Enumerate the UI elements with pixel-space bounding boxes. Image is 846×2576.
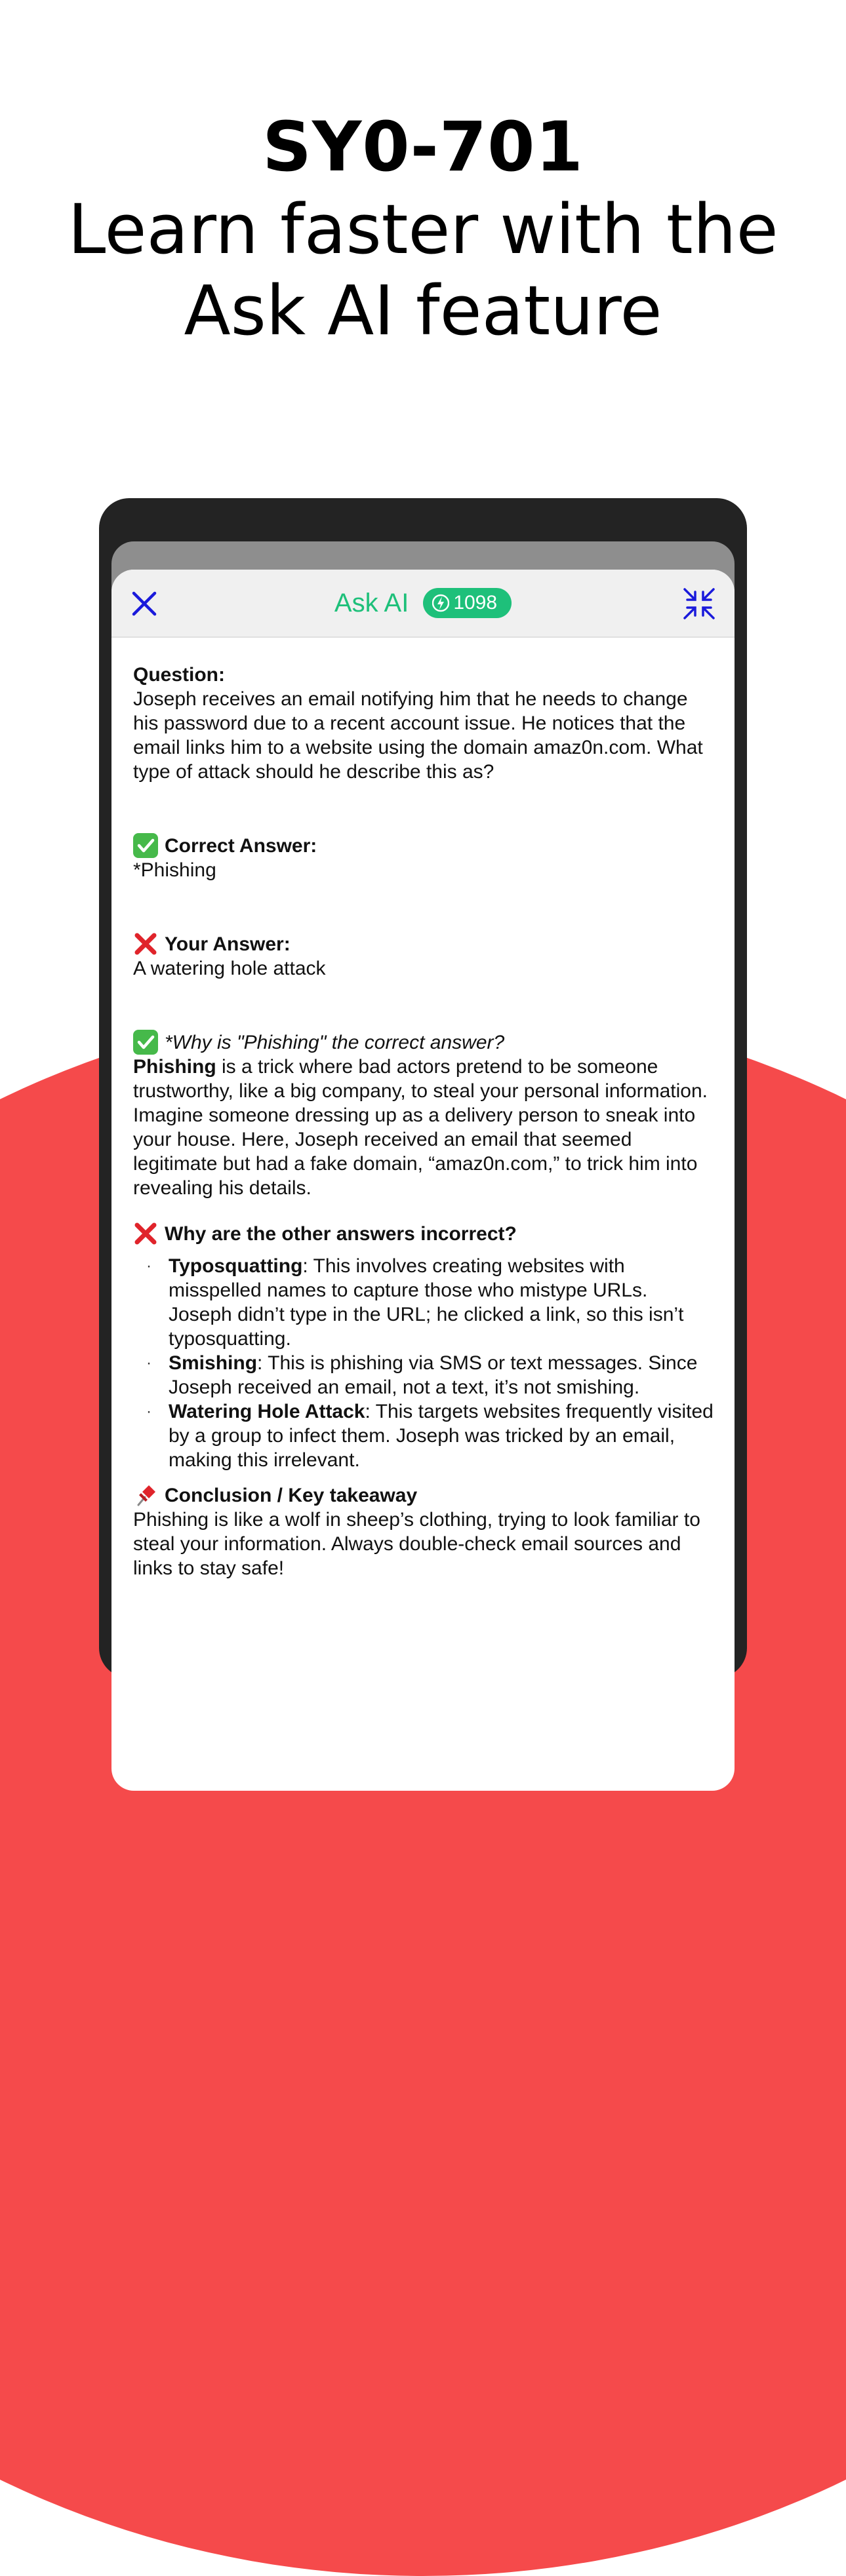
reason-text: : This targets websites frequently visited by a group to infect them. Joseph was tricked by an email, making this irrelevant. [169, 1401, 714, 1471]
check-mark-icon [133, 833, 158, 858]
list-item [146, 1399, 714, 1472]
check-mark-icon [133, 1030, 158, 1055]
reason-term: Typosquatting [169, 1255, 303, 1277]
incorrect-answers-section [133, 1221, 714, 1472]
reason-text: : This is phishing via SMS or text messages. Since Joseph received an email, not a text, it’s not smishing. [169, 1352, 698, 1398]
your-answer-value: A watering hole attack [133, 958, 326, 979]
question-label: Question: [133, 664, 225, 686]
credits-count: 1098 [453, 592, 498, 614]
pushpin-icon [133, 1483, 158, 1508]
conclusion-section [133, 1483, 714, 1580]
incorrect-answers-label: Why are the other answers incorrect? [165, 1222, 517, 1245]
header-title-group [111, 570, 735, 636]
conclusion-text: Phishing is like a wolf in sheep’s clothing, trying to look familiar to steal your information. Always double-check email sources and links to stay safe! [133, 1509, 700, 1579]
reason-text: : This involves creating websites with misspelled names to capture those who mistype URLs. Joseph didn’t type in the URL; he clicked a link, so this isn’t typosquatting. [169, 1255, 684, 1350]
list-item [146, 1351, 714, 1399]
ask-ai-sheet [111, 570, 735, 1791]
sheet-title: Ask AI [334, 588, 409, 617]
your-answer-label: Your Answer: [165, 933, 291, 955]
cross-mark-icon [133, 1221, 158, 1246]
hero-subtitle-line-1: Learn faster with the [68, 189, 778, 269]
explanation-term: Phishing [133, 1056, 216, 1078]
reason-term: Smishing [169, 1352, 258, 1374]
hero-subtitle-line-2: Ask AI feature [184, 271, 662, 351]
collapse-icon [682, 587, 716, 621]
hero-heading [0, 105, 846, 351]
explanation-section [133, 1030, 714, 1200]
explanation-text: is a trick where bad actors pretend to be someone trustworthy, like a big company, to steal your personal information. Imagine someone dressing up as a delivery person to sneak into your house. Here, Joseph received an email that seemed legitimate but had a fake domain, “amaz0n.com,” to trick him into revealing his details. [133, 1056, 708, 1199]
explanation-heading: *Why is "Phishing" the correct answer? [165, 1031, 505, 1053]
question-text: Joseph receives an email notifying him that he needs to change his password due to a recent account issue. He notices that the email links him to a website using the domain amaz0n.com. What type of attack should he describe this as? [133, 688, 703, 783]
cross-mark-icon [133, 931, 158, 956]
correct-answer-value: *Phishing [133, 859, 216, 881]
ai-answer-content [111, 638, 735, 1580]
incorrect-answers-list [133, 1254, 714, 1472]
question-section [133, 663, 714, 784]
bullet: · [146, 1257, 151, 1275]
correct-answer-section [133, 833, 714, 882]
credits-badge [423, 588, 512, 618]
sheet-header [111, 570, 735, 638]
bullet: · [146, 1354, 151, 1372]
collapse-button[interactable] [682, 587, 716, 621]
exam-code: SY0-701 [262, 107, 584, 187]
list-item [146, 1254, 714, 1351]
your-answer-section [133, 931, 714, 981]
bullet: · [146, 1403, 151, 1420]
conclusion-label: Conclusion / Key takeaway [165, 1484, 418, 1506]
lightning-icon [432, 593, 449, 613]
reason-term: Watering Hole Attack [169, 1401, 365, 1422]
correct-answer-label: Correct Answer: [165, 834, 317, 857]
